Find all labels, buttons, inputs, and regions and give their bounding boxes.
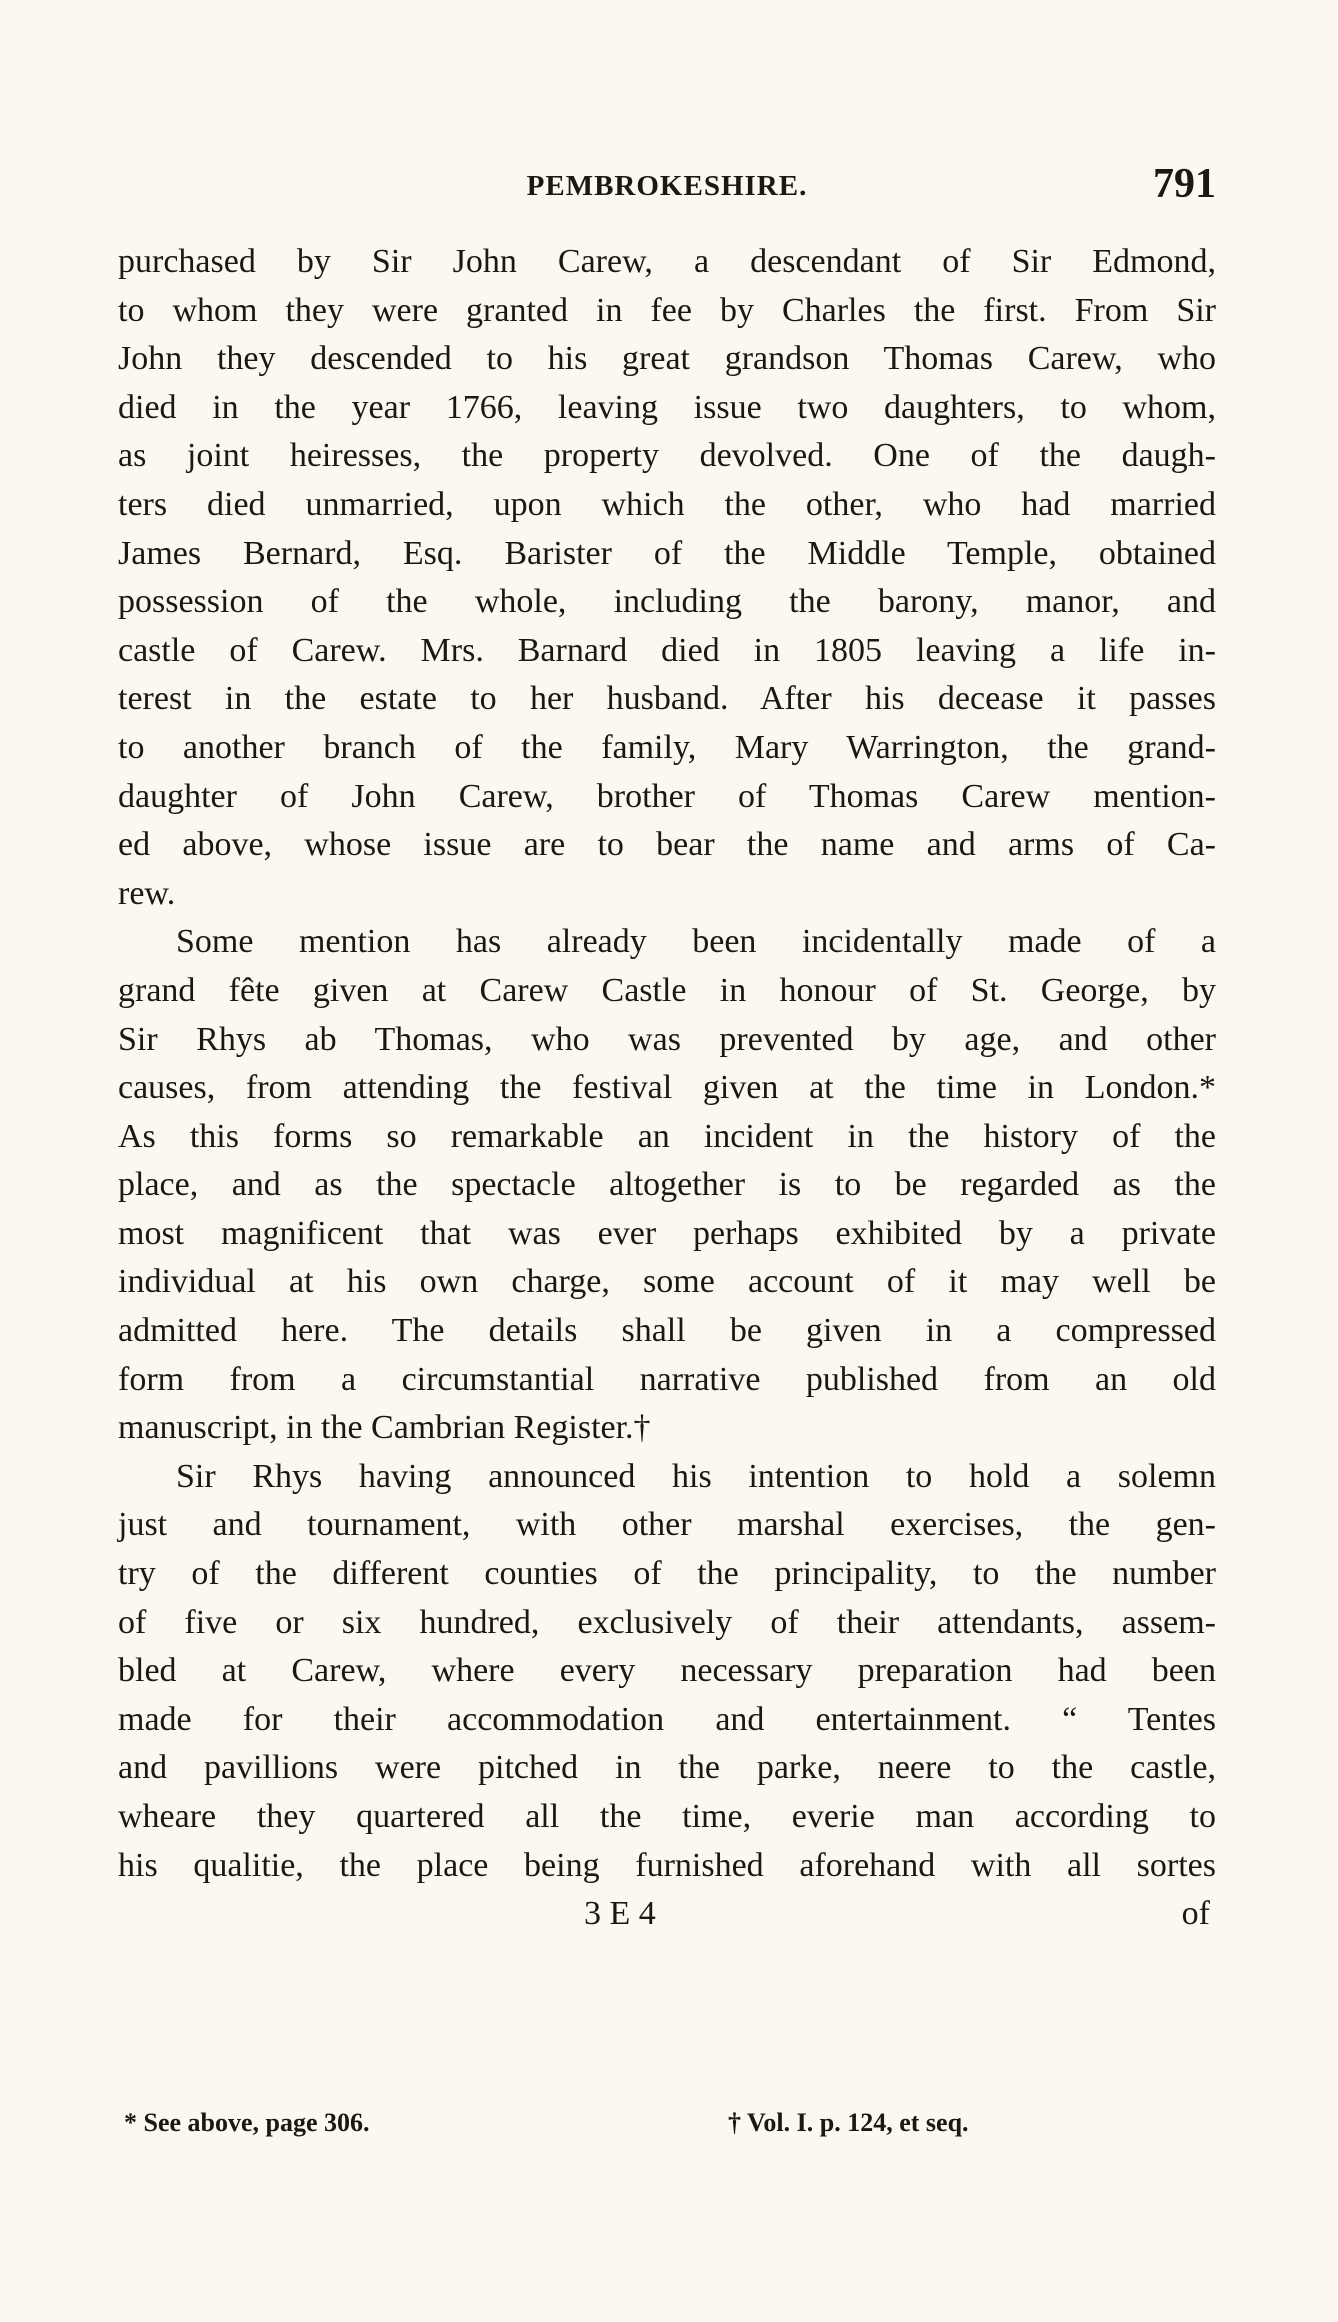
footnote: * See above, page 306. xyxy=(124,2108,370,2137)
text-line: made for their accommodation and entertainment. “ Tentes xyxy=(118,1700,1216,1738)
text-line: grand fête given at Carew Castle in honour of St. George, by xyxy=(118,971,1216,1009)
text-line: place, and as the spectacle altogether is to be regarded as the xyxy=(118,1166,1216,1204)
text-line: died in the year 1766, leaving issue two daughters, to whom, xyxy=(118,388,1216,426)
text-line: Sir Rhys ab Thomas, who was prevented by age, and other xyxy=(118,1020,1216,1058)
page-number: 791 xyxy=(1153,161,1216,207)
text-line: possession of the whole, including the barony, manor, and xyxy=(118,583,1216,621)
text-line: Some mention has already been incidentally made of a xyxy=(176,923,1216,961)
text-line: to another branch of the family, Mary Warrington, the grand- xyxy=(118,728,1216,766)
text-line: as joint heiresses, the property devolved. One of the daugh- xyxy=(118,437,1216,475)
footnote: † Vol. I. p. 124, et seq. xyxy=(728,2108,969,2137)
text-line: most magnificent that was ever perhaps exhibited by a private xyxy=(118,1214,1216,1252)
text-line: individual at his own charge, some account of it may well be xyxy=(118,1263,1216,1301)
text-line: purchased by Sir John Carew, a descendant of Sir Edmond, xyxy=(118,243,1216,280)
text-line: manuscript, in the Cambrian Register.† xyxy=(118,1409,651,1447)
text-line: bled at Carew, where every necessary preparation had been xyxy=(118,1652,1216,1690)
body-text xyxy=(118,238,1216,1939)
text-line: to whom they were granted in fee by Charles the first. From Sir xyxy=(118,291,1216,329)
text-line: wheare they quartered all the time, everie man according to xyxy=(118,1798,1216,1835)
text-line: John they descended to his great grandson Thomas Carew, who xyxy=(118,340,1216,378)
printer-signature: 3 E 4 xyxy=(584,1895,656,1933)
text-line: terest in the estate to her husband. After his decease it passes xyxy=(118,680,1216,718)
text-line: rew. xyxy=(118,874,176,912)
text-line: Sir Rhys having announced his intention to hold a solemn xyxy=(176,1457,1216,1495)
footnotes xyxy=(118,2108,1216,2148)
signature-line xyxy=(118,1890,1216,1939)
text-line: his qualitie, the place being furnished aforehand with all sortes xyxy=(118,1846,1216,1884)
text-line: and pavillions were pitched in the parke, neere to the castle, xyxy=(118,1749,1216,1787)
text-line: just and tournament, with other marshal exercises, the gen- xyxy=(118,1506,1216,1544)
text-line: admitted here. The details shall be given in a compressed xyxy=(118,1312,1216,1350)
text-line: of five or six hundred, exclusively of their attendants, assem- xyxy=(118,1603,1216,1641)
text-line: form from a circumstantial narrative published from an old xyxy=(118,1360,1216,1398)
running-title: PEMBROKESHIRE. xyxy=(526,170,808,202)
text-line: James Bernard, Esq. Barister of the Middle Temple, obtained xyxy=(118,534,1216,572)
page-header xyxy=(118,160,1216,214)
catchword: of xyxy=(1181,1895,1210,1933)
text-line: ters died unmarried, upon which the other, who had married xyxy=(118,485,1216,523)
text-line: causes, from attending the festival given at the time in London.* xyxy=(118,1069,1216,1107)
text-line: daughter of John Carew, brother of Thomas Carew mention- xyxy=(118,777,1216,815)
text-line: As this forms so remarkable an incident in the history of the xyxy=(118,1117,1216,1155)
text-line: castle of Carew. Mrs. Barnard died in 1805 leaving a life in- xyxy=(118,631,1216,669)
text-line: try of the different counties of the principality, to the number xyxy=(118,1555,1216,1593)
text-line: ed above, whose issue are to bear the name and arms of Ca- xyxy=(118,826,1216,864)
